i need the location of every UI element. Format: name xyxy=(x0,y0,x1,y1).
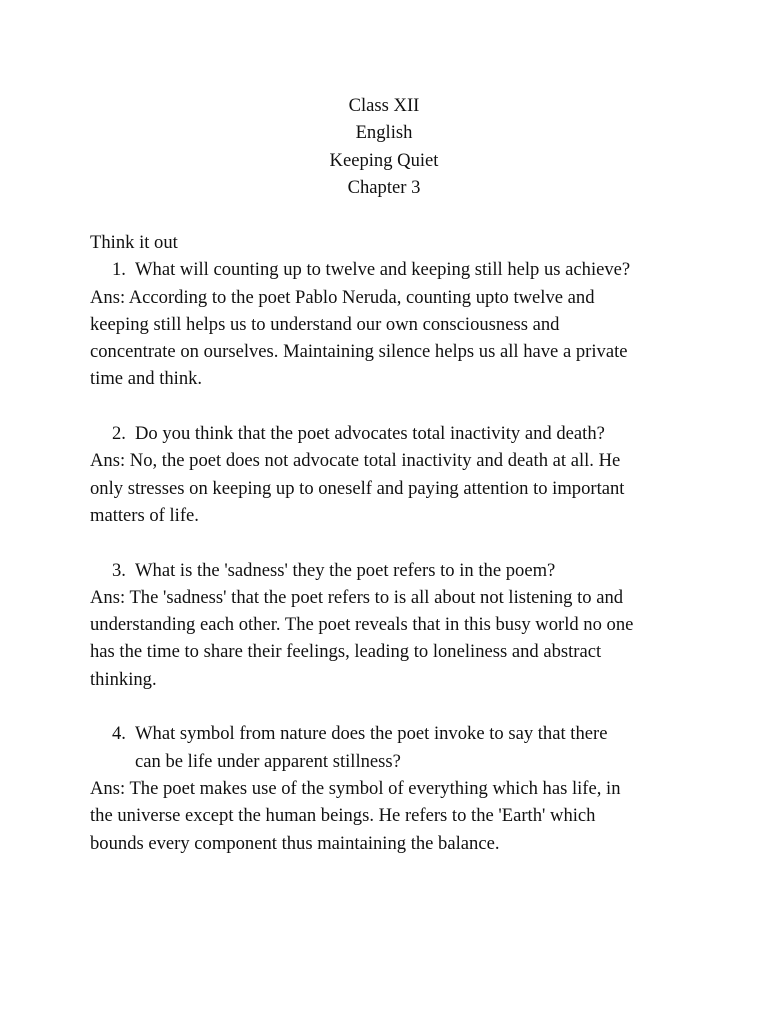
qa-block-1 xyxy=(90,256,690,392)
section-title: Think it out xyxy=(90,232,178,253)
question-text: What is the 'sadness' they the poet refers to in the poem? xyxy=(135,559,556,581)
document-header xyxy=(0,92,768,201)
class-heading: Class XII xyxy=(348,95,420,116)
answer-line: thinking. xyxy=(90,668,157,690)
qa-block-2 xyxy=(90,420,690,529)
answer-line: Ans: No, the poet does not advocate total inactivity and death at all. He xyxy=(90,450,621,472)
answer-line: bounds every component thus maintaining the balance. xyxy=(90,832,500,854)
answer-line: has the time to share their feelings, leading to loneliness and abstract xyxy=(90,641,602,663)
question-1 xyxy=(90,256,690,283)
answer-line: understanding each other. The poet reveals that in this busy world no one xyxy=(90,614,634,636)
chapter-heading: Chapter 3 xyxy=(347,176,421,198)
question-text: Do you think that the poet advocates total inactivity and death? xyxy=(135,423,605,445)
answer-line: keeping still helps us to understand our own consciousness and xyxy=(90,313,560,335)
qa-block-4 xyxy=(90,720,690,856)
question-4 xyxy=(90,720,690,775)
answer-line: Ans: According to the poet Pablo Neruda, counting upto twelve and xyxy=(90,286,595,308)
answer-line: only stresses on keeping up to oneself and paying attention to important xyxy=(90,477,625,499)
answer-line: Ans: The poet makes use of the symbol of everything which has life, in xyxy=(90,777,621,799)
poem-title: Keeping Quiet xyxy=(329,149,439,171)
question-number: 4. xyxy=(112,723,126,745)
document-body xyxy=(90,229,690,857)
answer-line: Ans: The 'sadness' that the poet refers to is all about not listening to and xyxy=(90,586,624,608)
question-text: What symbol from nature does the poet invoke to say that there xyxy=(135,723,608,745)
answer-line: time and think. xyxy=(90,368,203,390)
question-text: What will counting up to twelve and keeping still help us achieve? xyxy=(135,259,631,281)
question-number: 1. xyxy=(112,259,126,281)
question-text: can be life under apparent stillness? xyxy=(135,750,401,772)
question-3 xyxy=(90,557,690,584)
question-number: 3. xyxy=(112,559,126,581)
question-2 xyxy=(90,420,690,447)
subject-heading: English xyxy=(355,122,413,144)
answer-line: concentrate on ourselves. Maintaining silence helps us all have a private xyxy=(90,341,628,363)
qa-block-3 xyxy=(90,557,690,693)
answer-line: the universe except the human beings. He refers to the 'Earth' which xyxy=(90,805,596,827)
answer-line: matters of life. xyxy=(90,504,199,526)
question-number: 2. xyxy=(112,423,126,445)
